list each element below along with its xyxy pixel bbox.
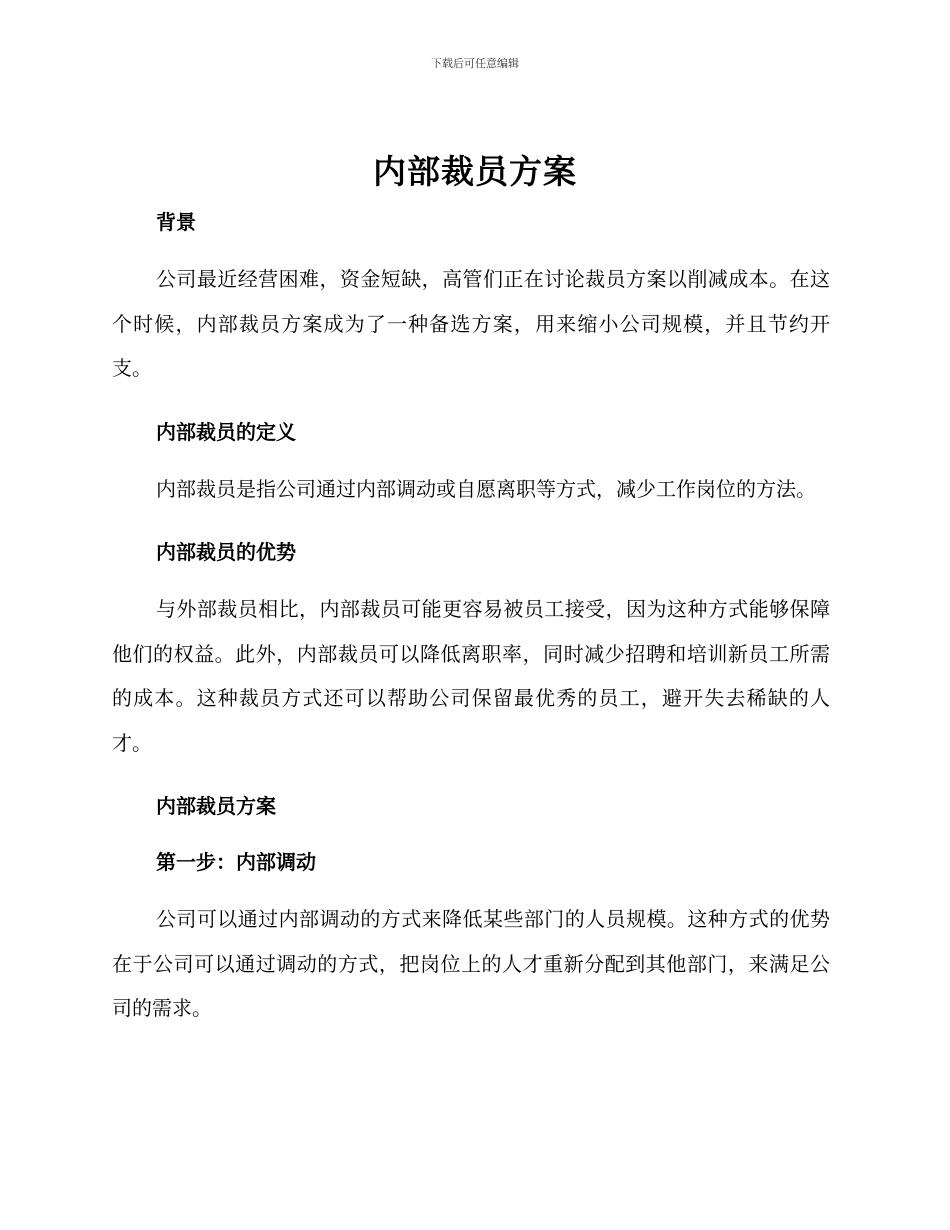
section-paragraph-background: 公司最近经营困难，资金短缺，高管们正在讨论裁员方案以削减成本。在这个时候，内部裁员方案成为了一种备选方案，用来缩小公司规模，并且节约开支。 — [112, 267, 830, 380]
section-heading-step1: 第一步：内部调动 — [156, 850, 316, 874]
header-note: 下载后可任意编辑 — [431, 57, 519, 70]
section-heading-background: 背景 — [156, 210, 196, 234]
document-body — [112, 205, 830, 1031]
section-paragraph-step1: 公司可以通过内部调动的方式来降低某些部门的人员规模。这种方式的优势在于公司可以通过调动的方式，把岗位上的人才重新分配到其他部门，来满足公司的需求。 — [112, 907, 830, 1020]
section-heading-plan: 内部裁员方案 — [156, 794, 276, 818]
section-heading-definition: 内部裁员的定义 — [156, 419, 296, 444]
document-title: 内部裁员方案 — [373, 152, 577, 191]
section-paragraph-definition: 内部裁员是指公司通过内部调动或自愿离职等方式，减少工作岗位的方法。 — [156, 476, 816, 501]
section-heading-advantages: 内部裁员的优势 — [156, 540, 296, 564]
section-paragraph-advantages: 与外部裁员相比，内部裁员可能更容易被员工接受，因为这种方式能够保障他们的权益。此外，内部裁员可以降低离职率，同时减少招聘和培训新员工所需的成本。这种裁员方式还可以帮助公司保留最优秀的员工，避开失去稀缺的人才。 — [112, 597, 830, 755]
